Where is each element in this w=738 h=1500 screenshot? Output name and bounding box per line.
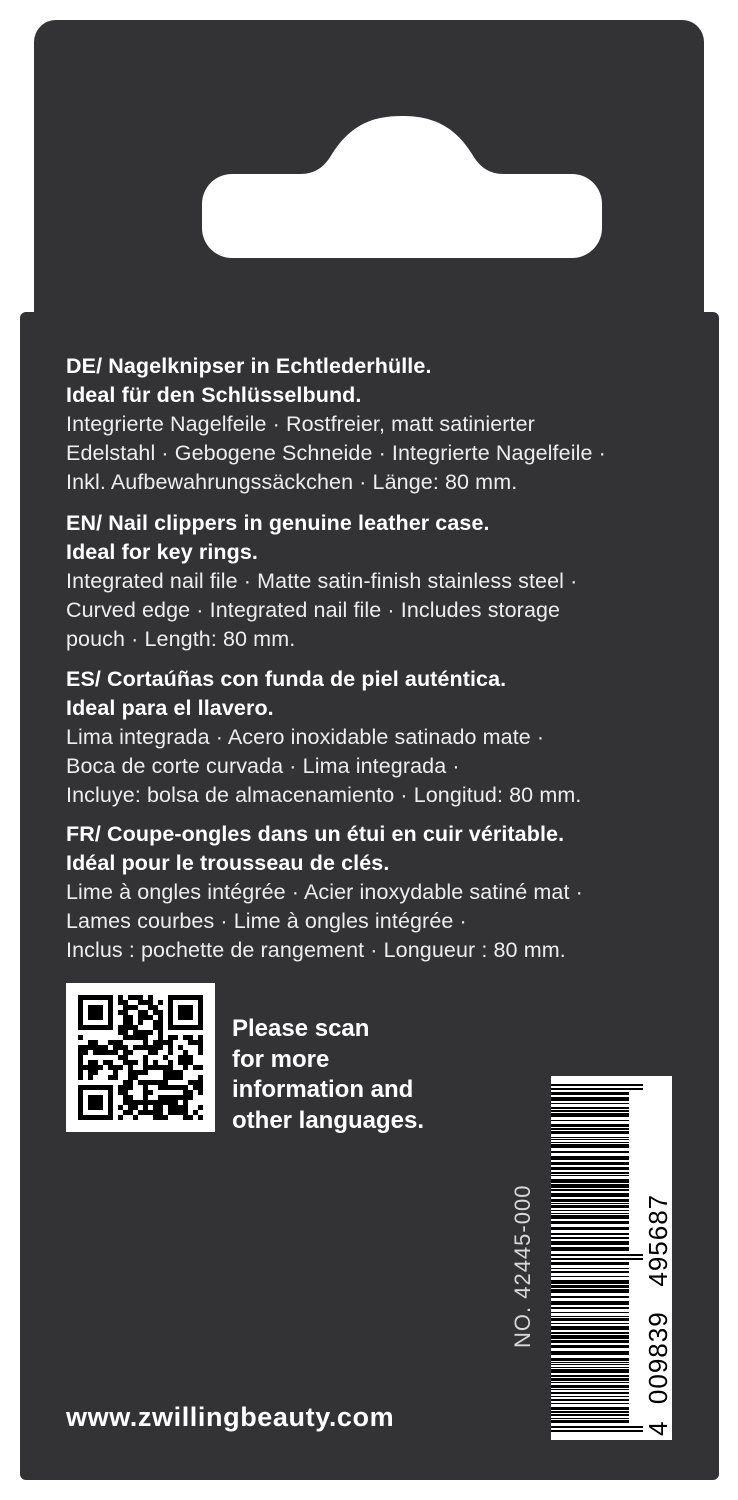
heading-line: ES/ Cortaúñas con funda de piel auténtica. <box>66 667 507 691</box>
heading-line: Ideal for key rings. <box>66 540 258 564</box>
barcode-bars-icon <box>551 1084 643 1434</box>
qr-code[interactable] <box>66 983 215 1132</box>
qr-code-icon <box>78 995 203 1120</box>
heading-line: Ideal für den Schlüsselbund. <box>66 383 362 407</box>
barcode-group-2: 495687 <box>643 1193 673 1287</box>
body-line: Lames courbes · Lime à ongles intégrée · <box>66 909 467 933</box>
website-url: www.zwillingbeauty.com <box>66 1402 395 1432</box>
scan-line: information and <box>232 1076 414 1103</box>
body-line: Lima integrada · Acero inoxidable satinado mate · <box>66 725 545 749</box>
heading-line: Ideal para el llavero. <box>66 696 274 720</box>
article-number-text: NO. 42445-000 <box>510 1184 535 1348</box>
body-line: Inkl. Aufbewahrungssäckchen · Länge: 80 mm. <box>66 470 518 494</box>
barcode-group-1: 009839 <box>643 1311 673 1405</box>
description-en <box>66 509 696 654</box>
scan-line: Please scan <box>232 1015 370 1042</box>
body-line: Edelstahl · Gebogene Schneide · Integrierte Nagelfeile · <box>66 441 606 465</box>
scan-line: for more <box>232 1045 330 1073</box>
body-line: Incluye: bolsa de almacenamiento · Longitud: 80 mm. <box>66 783 582 807</box>
card-top <box>34 20 704 350</box>
scan-line: other languages. <box>232 1106 425 1134</box>
scan-instructions <box>232 1014 492 1136</box>
heading-line: EN/ Nail clippers in genuine leather case. <box>66 511 490 535</box>
body-line: pouch · Length: 80 mm. <box>66 627 296 651</box>
body-line: Integrated nail file · Matte satin-finish stainless steel · <box>66 569 578 593</box>
body-line: Lime à ongles intégrée · Acier inoxydable satiné mat · <box>66 880 583 904</box>
hang-hole-icon <box>202 116 602 258</box>
body-line: Integrierte Nagelfeile · Rostfreier, matt satinierter <box>66 412 535 436</box>
heading-line: Idéal pour le trousseau de clés. <box>66 851 390 875</box>
barcode-first-digit: 4 <box>643 1420 673 1436</box>
description-fr <box>66 820 696 965</box>
barcode-digits-text <box>643 1194 674 1436</box>
heading-line: FR/ Coupe-ongles dans un étui en cuir véritable. <box>66 822 565 846</box>
description-de <box>66 352 696 497</box>
body-line: Inclus : pochette de rangement · Longueur : 80 mm. <box>66 938 566 962</box>
barcode <box>551 1076 672 1440</box>
heading-line: DE/ Nagelknipser in Echtlederhülle. <box>66 354 432 378</box>
body-line: Boca de corte curvada · Lima integrada · <box>66 754 460 778</box>
body-line: Curved edge · Integrated nail file · Includes storage <box>66 598 561 622</box>
description-es <box>66 665 696 810</box>
